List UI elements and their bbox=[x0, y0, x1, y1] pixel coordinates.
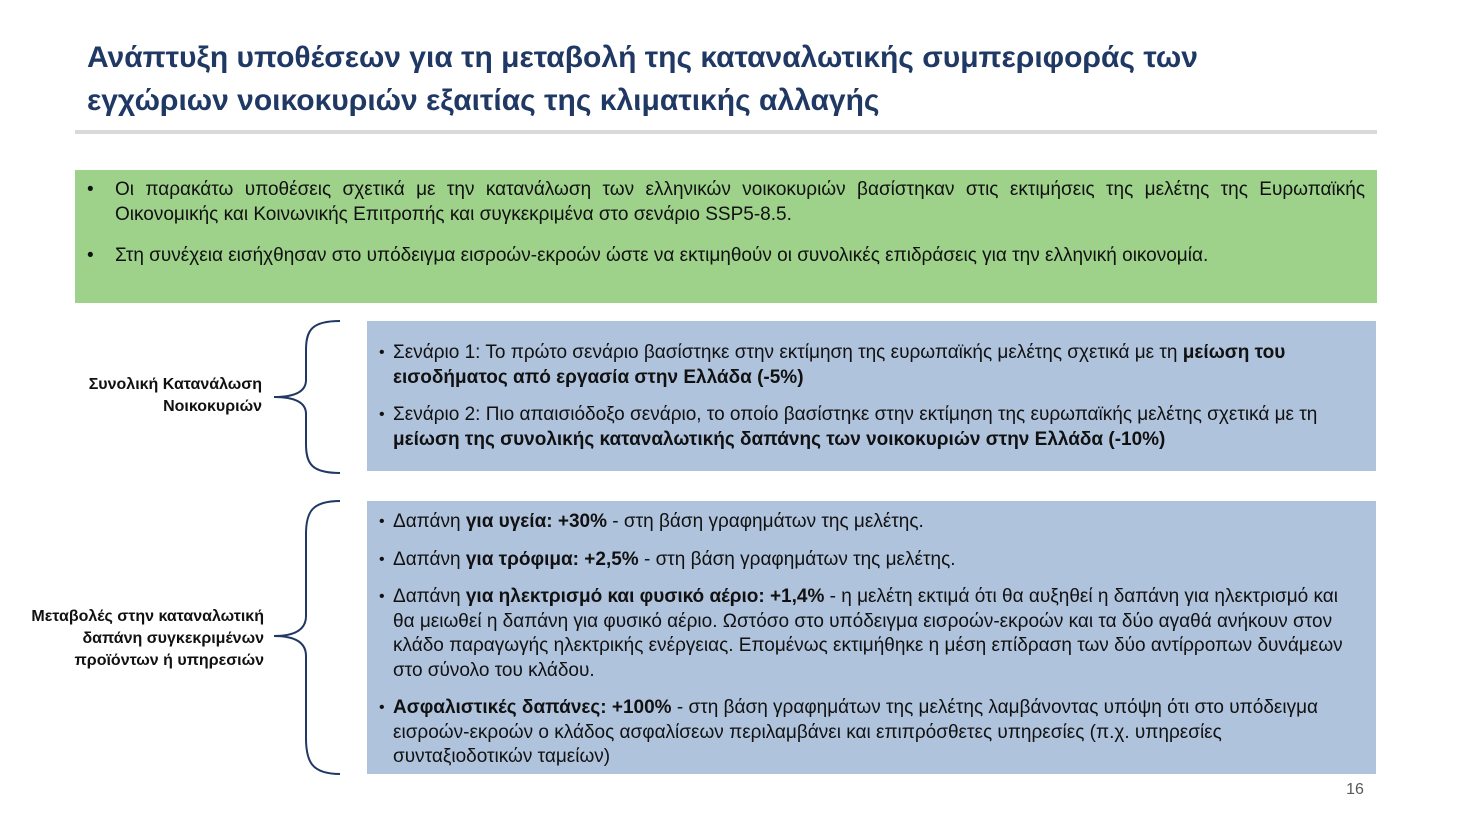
energy-spending-value: για ηλεκτρισμό και φυσικό αέριο: +1,4% bbox=[465, 586, 825, 607]
section1-label bbox=[40, 374, 262, 418]
health-spending-note: - στη βάση γραφημάτων της μελέτης. bbox=[607, 511, 924, 532]
bullet: • bbox=[379, 344, 385, 361]
food-spending-value: για τρόφιμα: +2,5% bbox=[465, 548, 639, 570]
energy-spending-prefix: Δαπάνη bbox=[393, 586, 466, 607]
section2-box bbox=[367, 501, 1376, 774]
food-spending-note: - στη βάση γραφημάτων της μελέτης. bbox=[638, 548, 956, 570]
page-title bbox=[87, 36, 1387, 122]
scenario-1-highlight: μείωση του εισοδήματος από εργασία στην Ελλάδα (-5%) bbox=[393, 342, 1286, 388]
scenario-1 bbox=[373, 341, 1362, 390]
bullet: • bbox=[379, 550, 385, 568]
section2-list bbox=[373, 510, 1364, 770]
section2-label-line-1: Μεταβολές στην καταναλωτική bbox=[31, 608, 264, 625]
scenario-1-text: Σενάριο 1: Το πρώτο σενάριο βασίστηκε στην εκτίμηση της ευρωπαϊκής μελέτης σχετικά με τη bbox=[393, 342, 1183, 363]
intro-item bbox=[87, 177, 1365, 227]
title-line-2: εγχώριων νοικοκυριών εξαιτίας της κλιματικής αλλαγής bbox=[87, 84, 880, 117]
title-divider bbox=[75, 130, 1377, 134]
bullet: • bbox=[379, 406, 385, 423]
food-spending-prefix: Δαπάνη bbox=[393, 548, 466, 570]
section1-label-line-2: Νοικοκυριών bbox=[163, 398, 262, 415]
intro-text-2: Στη συνέχεια εισήχθησαν στο υπόδειγμα εισροών-εκροών ώστε να εκτιμηθούν οι συνολικές επιδράσεις για την ελληνική οικονομία. bbox=[115, 245, 1209, 266]
intro-box bbox=[75, 170, 1377, 303]
intro-text-1: Οι παρακάτω υποθέσεις σχετικά με την κατανάλωση των ελληνικών νοικοκυριών βασίστηκαν στις εκτιμήσεις της μελέτης της Ευρωπαϊκής Οικονομικής και Κοινωνικής Επιτροπής και συγκεκριμένα στο σενάριο SSP5-8.5. bbox=[115, 179, 1365, 225]
section2-label bbox=[10, 606, 264, 672]
page-number: 16 bbox=[1346, 781, 1364, 798]
section1-label-line-1: Συνολική Κατανάλωση bbox=[88, 376, 262, 393]
bullet: • bbox=[87, 245, 94, 266]
intro-item bbox=[87, 243, 1365, 268]
title-line-1: Ανάπτυξη υποθέσεων για τη μεταβολή της καταναλωτικής συμπεριφοράς των bbox=[87, 41, 1198, 74]
health-spending-prefix: Δαπάνη bbox=[393, 511, 466, 532]
section1-brace-icon bbox=[268, 318, 344, 476]
scenario-2 bbox=[373, 403, 1362, 452]
section2-brace-icon bbox=[268, 498, 344, 778]
scenario-2-text: Σενάριο 2: Πιο απαισιόδοξο σενάριο, το οποίο βασίστηκε στην εκτίμηση της ευρωπαϊκής μελέτης σχετικά με τη bbox=[393, 404, 1318, 425]
scenario-2-highlight: μείωση της συνολικής καταναλωτικής δαπάνης των νοικοκυριών στην Ελλάδα (-10%) bbox=[393, 428, 1166, 450]
food-spending-item bbox=[373, 548, 1364, 573]
section2-label-line-3: προϊόντων ή υπηρεσιών bbox=[74, 652, 264, 669]
bullet: • bbox=[379, 699, 385, 716]
health-spending-value: για υγεία: +30% bbox=[465, 511, 607, 532]
insurance-spending-value: Ασφαλιστικές δαπάνες: +100% bbox=[393, 697, 672, 718]
intro-list bbox=[87, 177, 1365, 268]
insurance-spending-item bbox=[373, 696, 1364, 770]
energy-spending-note: - η μελέτη εκτιμά ότι θα αυξηθεί η δαπάνη για ηλεκτρισμό και θα μειωθεί η δαπάνη για φυσικό αέριο. Ωστόσο στο υπόδειγμα εισροών-εκροών και τα δύο αγαθά ανήκουν στον κλάδο παραγωγής ηλεκτρικής ενέργειας. Επομένως εκτιμήθηκε η μέση επίδραση των δύο αντίρροπων δυνάμεων στο σύνολο του κλάδου. bbox=[393, 586, 1343, 681]
bullet: • bbox=[379, 588, 385, 605]
section1-box bbox=[367, 321, 1376, 471]
insurance-spending-note: - στη βάση γραφημάτων της μελέτης λαμβάνοντας υπόψη ότι στο υπόδειγμα εισροών-εκροών ο κλάδος ασφαλίσεων περιλαμβάνει και επιπρόσθετες υπηρεσίες (π.χ. υπηρεσίες συνταξιοδοτικών ταμείων) bbox=[393, 697, 1319, 767]
section2-label-line-2: δαπάνη συγκεκριμένων bbox=[82, 630, 264, 647]
section1-list bbox=[373, 341, 1362, 452]
bullet: • bbox=[87, 179, 94, 200]
health-spending-item bbox=[373, 510, 1364, 535]
bullet: • bbox=[379, 513, 385, 530]
energy-spending-item bbox=[373, 585, 1364, 683]
